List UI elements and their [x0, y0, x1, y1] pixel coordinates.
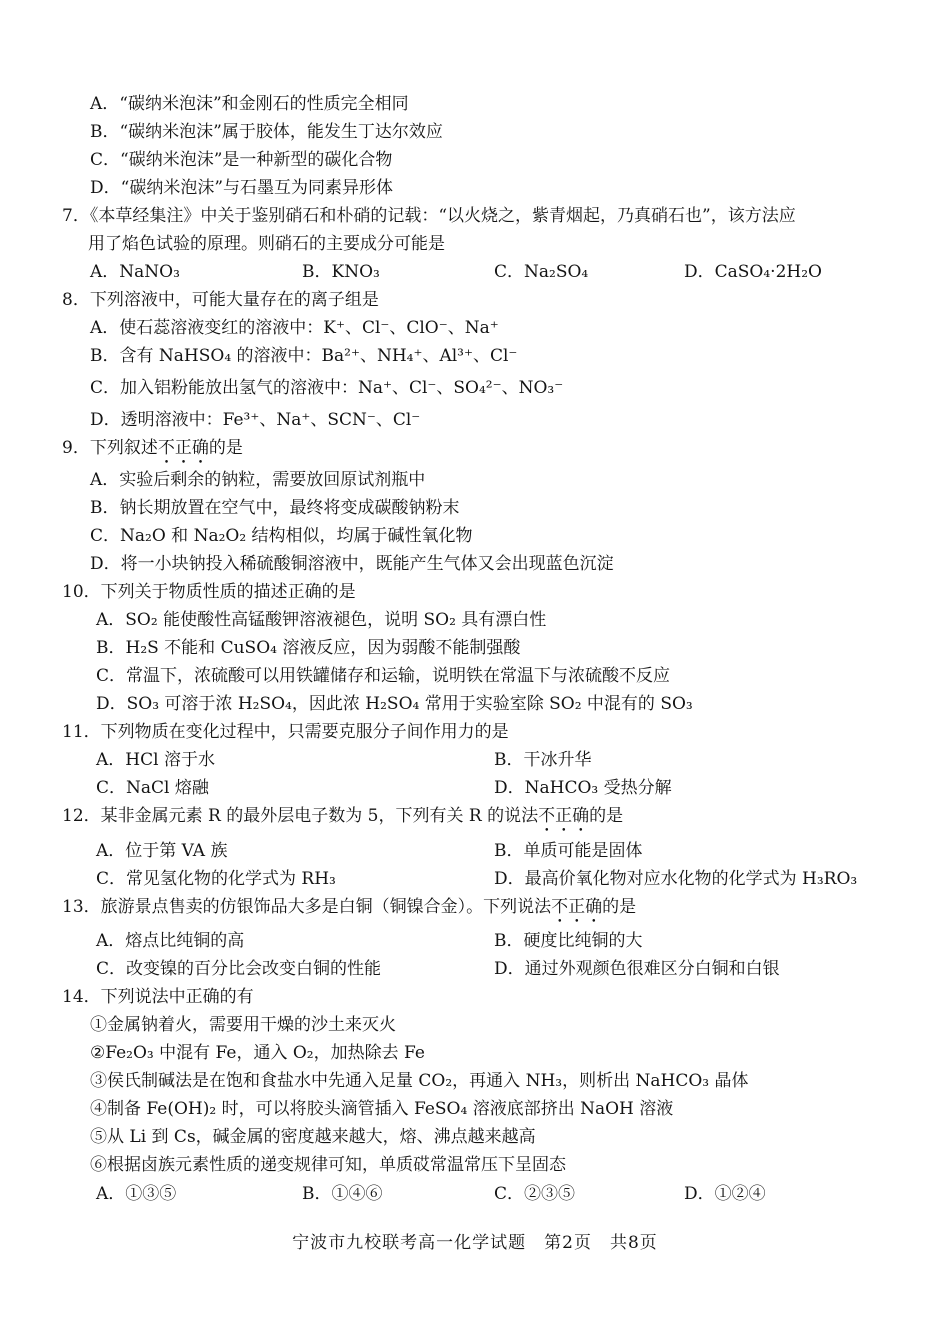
- page-footer: 宁波市九校联考高一化学试题 第2页 共8页: [292, 1233, 658, 1253]
- q7-option-d: D．CaSO₄·2H₂O: [684, 262, 822, 282]
- q13-stem-pre: 13．旅游景点售卖的仿银饰品大多是白铜（铜镍合金）。下列说法: [62, 897, 552, 917]
- q8-option-a: A．使石蕊溶液变红的溶液中：K⁺、Cl⁻、ClO⁻、Na⁺: [90, 318, 499, 338]
- q9-option-a: A．实验后剩余的钠粒，需要放回原试剂瓶中: [90, 470, 426, 490]
- q9-option-c: C．Na₂O 和 Na₂O₂ 结构相似，均属于碱性氧化物: [90, 526, 473, 546]
- q7-option-b: B．KNO₃: [302, 262, 380, 282]
- q14-option-a: A．①③⑤: [96, 1184, 177, 1204]
- q11-option-a: A．HCl 溶于水: [96, 750, 215, 770]
- q10-option-c: C．常温下，浓硫酸可以用铁罐储存和运输，说明铁在常温下与浓硫酸不反应: [96, 666, 671, 686]
- q8-stem: 8．下列溶液中，可能大量存在的离子组是: [62, 290, 379, 310]
- q13-option-d: D．通过外观颜色很难区分白铜和白银: [494, 959, 780, 979]
- q9-stem-pre: 9．下列叙述: [62, 438, 158, 458]
- q10-option-a: A．SO₂ 能使酸性高锰酸钾溶液褪色，说明 SO₂ 具有漂白性: [96, 610, 547, 630]
- q12-option-c: C．常见氢化物的化学式为 RH₃: [96, 869, 336, 889]
- q12-option-b: B．单质可能是固体: [494, 841, 643, 861]
- q9-option-b: B．钠长期放置在空气中，最终将变成碳酸钠粉末: [90, 498, 460, 518]
- q9-stem-emphasis: 不正确: [157, 438, 209, 458]
- q10-stem: 10．下列关于物质性质的描述正确的是: [62, 582, 356, 602]
- q13-option-a: A．熔点比纯铜的高: [96, 931, 245, 951]
- q9-option-d: D．将一小块钠投入稀硫酸铜溶液中，既能产生气体又会出现蓝色沉淀: [90, 554, 614, 574]
- q11-stem: 11．下列物质在变化过程中，只需要克服分子间作用力的是: [62, 722, 509, 742]
- q7-stem-line1: 7．《本草经集注》中关于鉴别硝石和朴硝的记载：“以火烧之，紫青烟起，乃真硝石也”，该方法应: [62, 206, 796, 226]
- q13-stem-emphasis: 不正确: [551, 897, 603, 917]
- q12-option-d: D．最高价氧化物对应水化物的化学式为 H₃RO₃: [494, 869, 858, 889]
- q6-option-c: C．“碳纳米泡沫”是一种新型的碳化合物: [90, 150, 393, 170]
- q10-option-d: D．SO₃ 可溶于浓 H₂SO₄，因此浓 H₂SO₄ 常用于实验室除 SO₂ 中混有的 SO₃: [96, 694, 693, 714]
- q14-statement: ④制备 Fe(OH)₂ 时，可以将胶头滴管插入 FeSO₄ 溶液底部挤出 NaOH 溶液: [90, 1099, 674, 1119]
- q14-statement: ⑤从 Li 到 Cs，碱金属的密度越来越大，熔、沸点越来越高: [90, 1127, 536, 1147]
- q11-option-b: B．干冰升华: [494, 750, 592, 770]
- q13-option-b: B．硬度比纯铜的大: [494, 931, 643, 951]
- q12-stem: [62, 803, 623, 829]
- q14-option-b: B．①④⑥: [302, 1184, 383, 1204]
- q13-stem-post: 的是: [602, 897, 637, 917]
- q14-stem: 14．下列说法中正确的有: [62, 987, 254, 1007]
- q6-option-d: D．“碳纳米泡沫”与石墨互为同素异形体: [90, 178, 394, 198]
- q14-statement: ③侯氏制碱法是在饱和食盐水中先通入足量 CO₂，再通入 NH₃，则析出 NaHCO₃ 晶体: [90, 1071, 749, 1091]
- q8-option-c: C．加入铝粉能放出氢气的溶液中：Na⁺、Cl⁻、SO₄²⁻、NO₃⁻: [90, 378, 564, 398]
- q13-stem: [62, 894, 636, 920]
- q12-stem-pre: 12．某非金属元素 R 的最外层电子数为 5，下列有关 R 的说法: [62, 806, 539, 826]
- q12-stem-post: 的是: [589, 806, 624, 826]
- q6-option-a: A．“碳纳米泡沫”和金刚石的性质完全相同: [90, 94, 409, 114]
- q10-option-b: B．H₂S 不能和 CuSO₄ 溶液反应，因为弱酸不能制强酸: [96, 638, 521, 658]
- q9-stem-post: 的是: [208, 438, 243, 458]
- q7-option-c: C．Na₂SO₄: [494, 262, 589, 282]
- q12-stem-emphasis: 不正确: [538, 806, 590, 826]
- q8-option-d: D．透明溶液中：Fe³⁺、Na⁺、SCN⁻、Cl⁻: [90, 410, 421, 430]
- q14-statement: ①金属钠着火，需要用干燥的沙土来灭火: [90, 1015, 396, 1035]
- q11-option-d: D．NaHCO₃ 受热分解: [494, 778, 672, 798]
- q7-option-a: A．NaNO₃: [90, 262, 180, 282]
- q9-stem: [62, 435, 243, 461]
- q7-stem-line2: 用了焰色试验的原理。则硝石的主要成分可能是: [88, 234, 445, 254]
- q11-option-c: C．NaCl 熔融: [96, 778, 209, 798]
- q13-option-c: C．改变镍的百分比会改变白铜的性能: [96, 959, 382, 979]
- q6-option-b: B．“碳纳米泡沫”属于胶体，能发生丁达尔效应: [90, 122, 443, 142]
- q12-option-a: A．位于第 VA 族: [96, 841, 228, 861]
- q8-option-b: B．含有 NaHSO₄ 的溶液中：Ba²⁺、NH₄⁺、Al³⁺、Cl⁻: [90, 346, 518, 366]
- q14-option-c: C．②③⑤: [494, 1184, 576, 1204]
- q14-option-d: D．①②④: [684, 1184, 766, 1204]
- q14-statement: ②Fe₂O₃ 中混有 Fe，通入 O₂，加热除去 Fe: [90, 1043, 425, 1063]
- q14-statement: ⑥根据卤族元素性质的递变规律可知，单质砹常温常压下呈固态: [90, 1155, 566, 1175]
